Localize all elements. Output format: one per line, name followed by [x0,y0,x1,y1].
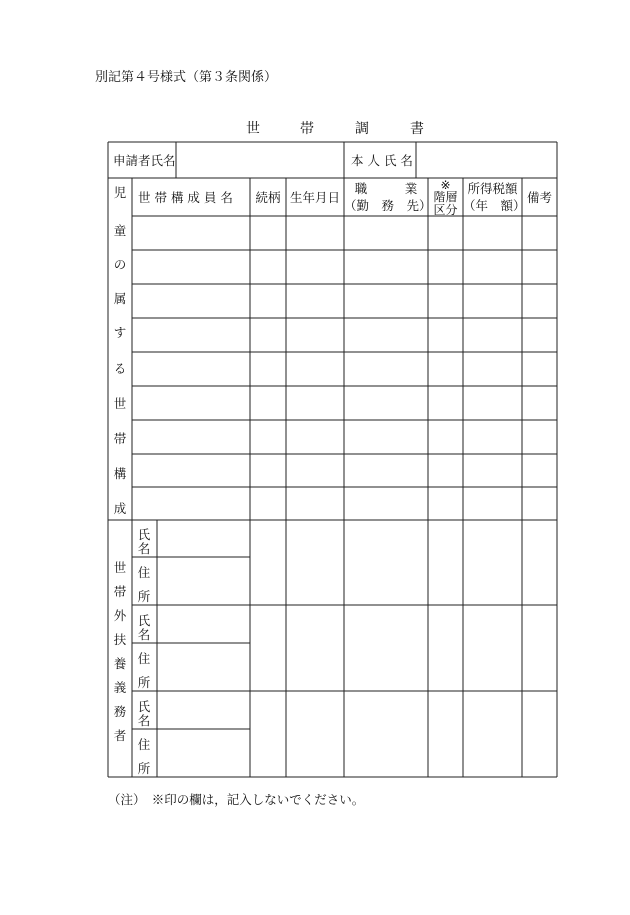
household-vertical-char: 構 [113,466,127,481]
household-vertical-char: 世 [113,396,127,411]
household-vertical-char: 童 [113,223,127,238]
income-header-line1: 所得税額 [467,181,518,196]
supporters-vertical-char: 養 [113,656,127,671]
applicant-name-label: 申請者氏名 [113,153,176,168]
supporter-name-label: 名 [137,713,151,728]
class-mark: ※ [440,178,451,192]
members-header: 世 帯 構 成 員 名 [138,190,233,205]
supporters-vertical-char: 世 [113,560,127,575]
supporters-vertical-char: 帯 [113,584,127,599]
supporter-address-label: 所 [137,589,151,604]
relation-header: 続柄 [255,190,281,205]
supporter-name-label: 名 [137,627,151,642]
supporters-vertical-char: 者 [113,728,127,743]
supporters-vertical-char: 務 [113,704,127,719]
supporter-address-label: 住 [137,737,151,752]
job-header-line2: （勤 務 先） [344,198,432,213]
supporters-vertical-char: 扶 [113,632,127,647]
birth-header: 生年月日 [289,190,340,205]
supporter-address-label: 住 [137,565,151,580]
supporter-name-label: 氏 [137,613,151,628]
household-vertical-char: 帯 [113,431,127,446]
self-name-label: 本 人 氏 名 [351,153,413,168]
footnote: （注） ※印の欄は，記入しないでください。 [108,792,365,807]
household-vertical-char: す [113,325,127,340]
household-vertical-char: 属 [113,291,127,306]
supporter-name-label: 氏 [137,699,151,714]
household-vertical-char: 成 [113,501,127,516]
title-char-4: 書 [410,121,424,137]
job-header-line1: 職 業 [354,181,418,196]
supporter-address-label: 所 [137,675,151,690]
class-header-line2: 区分 [433,203,458,217]
remarks-header: 備考 [526,190,552,205]
supporters-vertical-char: 義 [113,680,127,695]
title-char-3: 調 [355,121,369,137]
form-number-note: 別記第４号様式（第３条関係） [95,70,278,85]
household-vertical-char: の [113,257,127,272]
household-vertical-char: 児 [113,185,127,200]
household-vertical-char: る [113,361,127,376]
supporter-address-label: 所 [137,761,151,776]
supporters-vertical-char: 外 [113,608,127,623]
supporter-address-label: 住 [137,651,151,666]
title-char-2: 帯 [300,121,314,137]
income-header-line2: （年 額） [463,198,526,213]
supporter-name-label: 名 [137,541,151,556]
supporter-name-label: 氏 [137,527,151,542]
class-header-line1: 階層 [433,190,458,204]
title-char-1: 世 [246,121,260,137]
